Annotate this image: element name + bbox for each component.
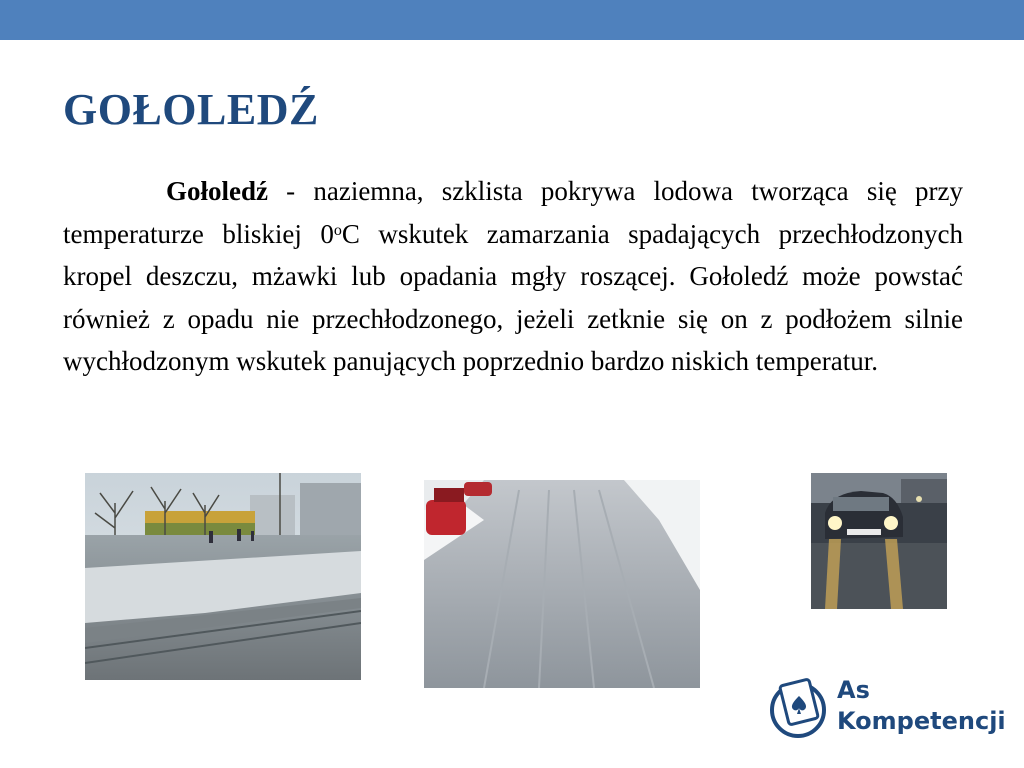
photo-car-headlights [811, 473, 947, 609]
top-accent-bar [0, 0, 1024, 40]
as-kompetencji-logo [768, 672, 1008, 752]
paragraph-text-part2: C wskutek zamarzania spadających przechłodzonych kropel deszczu, mżawki lub opadania mgły roszącej. Gołoledź może powstać również z opadu nie przechłodzonego, jeżeli zetknie się on z podłożem silnie wychłodzonym wskutek panujących poprzednio bardzo niskich temperatur. [63, 218, 963, 376]
definition-paragraph [63, 170, 963, 383]
logo-text-as: As [837, 676, 870, 704]
logo-text-kompetencji: Kompetencji [837, 707, 1006, 735]
photo-icy-street [85, 473, 361, 680]
degree-superscript: o [333, 221, 342, 239]
paragraph-text-part1: - naziemna, szklista pokrywa lodowa tworząca się przy temperaturze bliskiej 0 [63, 176, 963, 249]
photo-icy-road [424, 480, 700, 688]
spade-card-logo-icon [768, 672, 832, 752]
term-bold: Gołoledź [166, 176, 268, 206]
slide-title: GOŁOLEDŹ [63, 85, 319, 134]
